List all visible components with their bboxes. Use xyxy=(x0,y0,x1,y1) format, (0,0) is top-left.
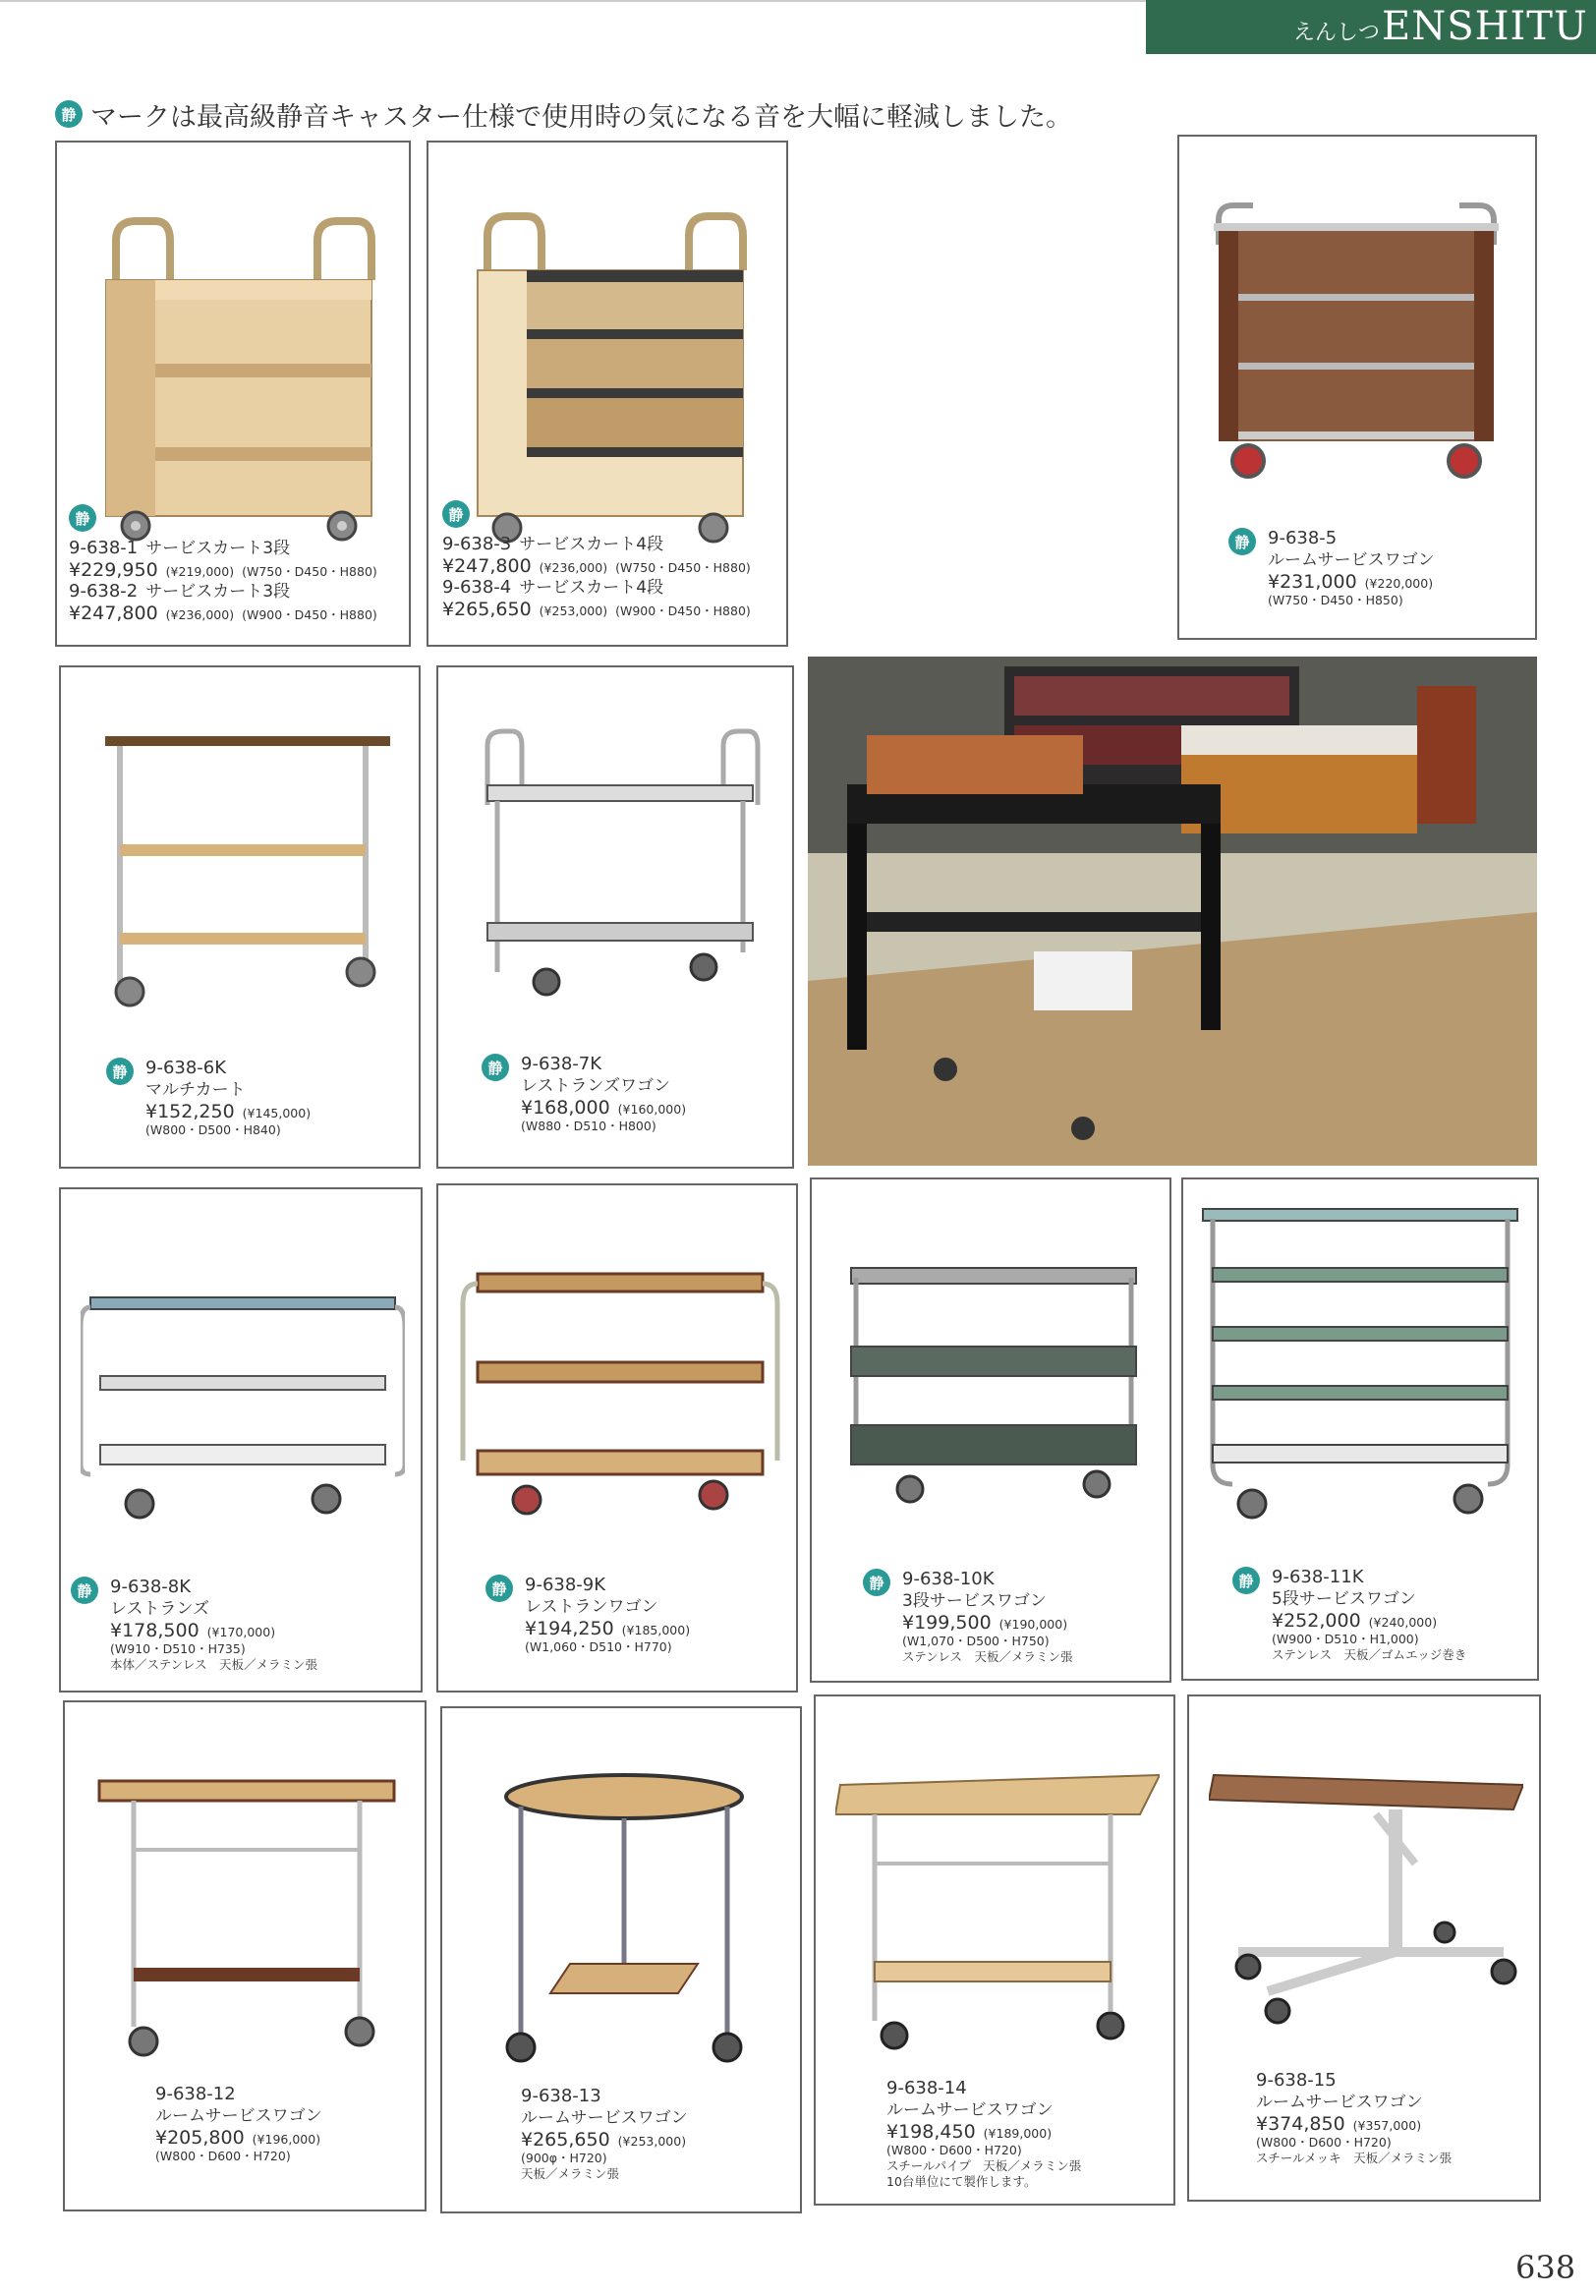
price-excl-tax: (¥170,000) xyxy=(206,1625,276,1639)
product-price: ¥247,800 xyxy=(442,555,532,577)
restaurants-cart-image xyxy=(81,1268,405,1533)
price-excl-tax: (¥185,000) xyxy=(621,1623,691,1637)
product-production-note: 10台単位にて製作します。 xyxy=(886,2174,1037,2189)
product-name: サービスカート3段 xyxy=(145,582,291,602)
restaurant-photo xyxy=(808,657,1537,1166)
product-info xyxy=(442,534,751,620)
5-tier-service-wagon-image xyxy=(1193,1199,1527,1533)
product-info xyxy=(145,1058,311,1138)
silent-badge-icon: 静 xyxy=(71,1577,98,1604)
room-service-wagon-image xyxy=(1209,196,1504,490)
price-excl-tax: (¥253,000) xyxy=(539,603,608,618)
product-dimensions: (W1,060・D510・H770) xyxy=(525,1639,672,1654)
multi-cart-image xyxy=(100,726,395,1021)
price-excl-tax: (¥160,000) xyxy=(617,1102,687,1117)
product-dimensions: (W800・D500・H840) xyxy=(145,1122,281,1137)
product-price: ¥231,000 xyxy=(1268,571,1357,593)
room-service-wagon-image xyxy=(835,1755,1160,2070)
product-info xyxy=(521,1054,686,1134)
product-code: 9-638-6K xyxy=(145,1058,227,1078)
price-excl-tax: (¥220,000) xyxy=(1364,576,1434,591)
product-material-note: ステンレス 天板／メラミン張 xyxy=(902,1649,1073,1664)
product-info xyxy=(110,1577,317,1673)
product-material-note: 天板／メラミン張 xyxy=(521,2166,620,2181)
product-material-note: 本体／ステンレス 天板／メラミン張 xyxy=(110,1657,317,1672)
header-title: ENSHITU xyxy=(1382,4,1588,49)
silent-badge-icon: 静 xyxy=(1228,528,1256,555)
product-price: ¥265,650 xyxy=(442,599,532,620)
product-code: 9-638-11K xyxy=(1272,1567,1364,1587)
round-room-service-wagon-image xyxy=(501,1767,747,2082)
price-excl-tax: (¥357,000) xyxy=(1352,2118,1422,2133)
product-card-9-638-15[interactable] xyxy=(1187,1694,1541,2202)
product-dimensions: (W900・D510・H1,000) xyxy=(1272,1632,1419,1646)
product-name: ルームサービスワゴン xyxy=(1256,2093,1423,2112)
product-name: マルチカート xyxy=(145,1080,246,1100)
product-price: ¥199,500 xyxy=(902,1612,992,1634)
header-kana: えんしつ xyxy=(1293,21,1381,45)
product-code: 9-638-9K xyxy=(525,1575,606,1595)
product-name: ルームサービスワゴン xyxy=(1268,550,1435,570)
product-info xyxy=(155,2084,322,2164)
product-material-note: ステンレス 天板／ゴムエッジ巻き xyxy=(1272,1647,1467,1662)
product-dimensions: (W750・D450・H850) xyxy=(1268,593,1403,607)
product-info xyxy=(886,2078,1081,2190)
product-card-9-638-11K[interactable] xyxy=(1181,1177,1539,1681)
silent-badge-icon: 静 xyxy=(442,500,470,528)
product-price: ¥205,800 xyxy=(155,2127,245,2149)
product-price: ¥194,250 xyxy=(525,1618,614,1639)
product-code: 9-638-2 xyxy=(69,581,139,602)
product-info xyxy=(525,1575,690,1655)
product-price: ¥252,000 xyxy=(1272,1610,1361,1632)
silent-badge-icon: 静 xyxy=(1232,1567,1260,1594)
product-code: 9-638-4 xyxy=(442,577,512,598)
product-name: ルームサービスワゴン xyxy=(886,2100,1054,2120)
price-excl-tax: (¥190,000) xyxy=(998,1617,1068,1632)
room-service-wagon-image xyxy=(94,1761,399,2066)
silent-badge-icon: 静 xyxy=(485,1575,513,1602)
silent-badge-icon: 静 xyxy=(69,504,96,532)
silent-badge-icon: 静 xyxy=(55,100,83,128)
product-dimensions: (W910・D510・H735) xyxy=(110,1641,246,1656)
product-dimensions: (W750・D450・H880) xyxy=(615,560,751,575)
product-price: ¥178,500 xyxy=(110,1620,200,1641)
product-info xyxy=(1268,528,1435,608)
product-name: レストランズワゴン xyxy=(521,1076,670,1096)
product-info xyxy=(1256,2070,1452,2166)
price-excl-tax: (¥253,000) xyxy=(617,2134,687,2149)
product-code: 9-638-14 xyxy=(886,2078,967,2098)
product-info xyxy=(521,2086,688,2182)
product-info xyxy=(69,538,377,624)
price-excl-tax: (¥240,000) xyxy=(1368,1615,1438,1630)
product-price: ¥247,800 xyxy=(69,603,158,624)
product-price: ¥374,850 xyxy=(1256,2113,1345,2135)
dining-room-scene-image xyxy=(808,657,1537,1166)
price-excl-tax: (¥236,000) xyxy=(539,560,608,575)
product-info xyxy=(1272,1567,1466,1663)
product-dimensions: (900φ・H720) xyxy=(521,2151,607,2165)
product-card-9-638-7K[interactable] xyxy=(436,665,794,1169)
product-name: サービスカート4段 xyxy=(519,535,664,554)
product-card-9-638-10K[interactable] xyxy=(810,1177,1171,1683)
product-dimensions: (W1,070・D500・H750) xyxy=(902,1634,1050,1648)
product-card-9-638-5[interactable] xyxy=(1177,135,1537,640)
silent-badge-icon: 静 xyxy=(863,1569,890,1596)
product-code: 9-638-3 xyxy=(442,534,512,554)
product-name: レストランワゴン xyxy=(525,1597,658,1617)
product-material-note: スチールパイプ 天板／メラミン張 xyxy=(886,2158,1082,2173)
silent-badge-icon: 静 xyxy=(106,1058,134,1085)
product-price: ¥168,000 xyxy=(521,1097,610,1119)
product-price: ¥229,950 xyxy=(69,559,158,581)
product-code: 9-638-7K xyxy=(521,1054,602,1074)
product-code: 9-638-10K xyxy=(902,1569,995,1589)
room-service-wagon-image xyxy=(1209,1755,1523,2050)
product-code: 9-638-13 xyxy=(521,2086,601,2106)
product-dimensions: (W800・D600・H720) xyxy=(155,2149,291,2163)
product-code: 9-638-8K xyxy=(110,1577,192,1597)
product-price: ¥152,250 xyxy=(145,1101,235,1122)
product-code: 9-638-5 xyxy=(1268,528,1338,548)
price-excl-tax: (¥145,000) xyxy=(242,1106,312,1120)
product-code: 9-638-1 xyxy=(69,538,139,558)
product-code: 9-638-15 xyxy=(1256,2070,1337,2091)
product-name: レストランズ xyxy=(110,1599,209,1619)
product-card-9-638-8K[interactable] xyxy=(59,1187,423,1693)
product-info xyxy=(902,1569,1072,1665)
page-number: 638 xyxy=(1515,2249,1576,2286)
silent-caster-notice xyxy=(55,94,1072,134)
product-card-9-638-12[interactable] xyxy=(63,1700,427,2211)
3-tier-service-wagon-image xyxy=(831,1248,1156,1514)
price-excl-tax: (¥189,000) xyxy=(983,2126,1053,2141)
product-dimensions: (W900・D450・H880) xyxy=(242,607,377,622)
product-card-9-638-6K[interactable] xyxy=(59,665,421,1169)
product-name: 3段サービスワゴン xyxy=(902,1591,1047,1611)
product-dimensions: (W800・D600・H720) xyxy=(1256,2135,1392,2150)
product-card-9-638-13[interactable] xyxy=(440,1706,802,2213)
product-price: ¥198,450 xyxy=(886,2121,976,2143)
product-dimensions: (W900・D450・H880) xyxy=(615,603,751,618)
service-cart-4-tier-image xyxy=(468,201,753,555)
notice-text: マークは最高級静音キャスター仕様で使用時の気になる音を大幅に軽減しました。 xyxy=(90,101,1072,133)
service-cart-3-tier-image xyxy=(96,201,381,555)
product-card-9-638-1[interactable] xyxy=(55,141,411,647)
product-name: ルームサービスワゴン xyxy=(155,2106,322,2126)
silent-badge-icon: 静 xyxy=(482,1054,509,1081)
product-card-9-638-14[interactable] xyxy=(814,1694,1175,2206)
product-dimensions: (W800・D600・H720) xyxy=(886,2143,1022,2157)
product-name: サービスカート3段 xyxy=(145,539,291,558)
restaurant-wagon-image xyxy=(458,1264,782,1529)
product-material-note: スチールメッキ 天板／メラミン張 xyxy=(1256,2151,1453,2165)
product-name: ルームサービスワゴン xyxy=(521,2108,688,2128)
product-name: サービスカート4段 xyxy=(519,578,664,598)
product-dimensions: (W750・D450・H880) xyxy=(242,564,377,579)
product-code: 9-638-12 xyxy=(155,2084,236,2104)
product-card-9-638-3[interactable] xyxy=(427,141,788,647)
product-card-9-638-9K[interactable] xyxy=(436,1183,798,1693)
product-name: 5段サービスワゴン xyxy=(1272,1589,1416,1609)
header-rule xyxy=(0,0,1146,2)
restaurant-wagon-image xyxy=(468,726,772,1011)
price-excl-tax: (¥236,000) xyxy=(165,607,235,622)
catalog-header xyxy=(1146,0,1596,54)
product-price: ¥265,650 xyxy=(521,2129,610,2151)
price-excl-tax: (¥219,000) xyxy=(165,564,235,579)
product-dimensions: (W880・D510・H800) xyxy=(521,1119,656,1133)
price-excl-tax: (¥196,000) xyxy=(252,2132,321,2147)
